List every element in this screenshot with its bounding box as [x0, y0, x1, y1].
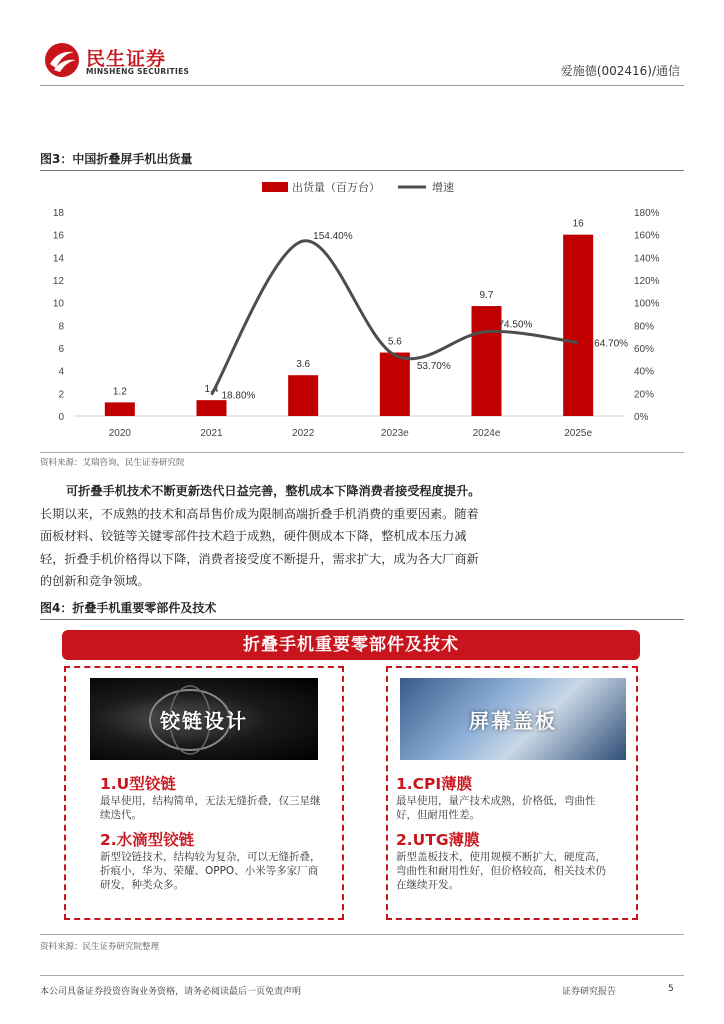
bar-data-label: 16	[572, 218, 584, 230]
bar-shipment	[197, 400, 227, 416]
utg-film-desc: 新型盖板技术，使用规模不断扩大，硬度高，弯曲性和耐用性好，但价格较高，相关技术仍在继续开发。	[396, 851, 606, 891]
bar-data-label: 1.2	[112, 386, 127, 398]
x-tick-label: 2020	[108, 428, 131, 439]
components-banner: 折叠手机重要零部件及技术	[62, 630, 640, 660]
bar-shipment	[380, 353, 410, 416]
bar-shipment	[105, 402, 135, 416]
page-number: 5	[668, 984, 674, 994]
growth-data-label: 154.40%	[313, 231, 353, 243]
y-left-tick-label: 12	[52, 276, 64, 287]
legend-swatch-shipment	[262, 182, 288, 192]
y-right-tick-label: 140%	[634, 253, 660, 265]
growth-data-label: 18.80%	[221, 390, 256, 402]
y-left-tick-label: 14	[52, 253, 64, 265]
bar-shipment	[563, 235, 593, 416]
figure4-source: 资料来源：民生证券研究院整理	[40, 942, 160, 952]
bar-shipment	[472, 306, 502, 416]
report-reference: 爱施德(002416)/通信	[560, 64, 680, 78]
y-left-tick-label: 18	[52, 208, 64, 219]
x-tick-label: 2022	[292, 428, 315, 439]
y-right-tick-label: 20%	[634, 389, 655, 401]
growth-data-label: 53.70%	[416, 361, 451, 373]
footer-disclaimer: 本公司具备证券投资咨询业务资格，请务必阅读最后一页免责声明	[40, 987, 302, 997]
u-hinge-title: 1.U型铰链	[100, 775, 176, 793]
bar-data-label: 1.4	[204, 384, 219, 396]
y-left-tick-label: 16	[52, 230, 64, 242]
cover-panel	[386, 666, 638, 920]
waterdrop-hinge-title: 2.水滴型铰链	[100, 831, 195, 849]
y-left-tick-label: 8	[58, 321, 64, 333]
figure4-title: 图4：折叠手机重要零部件及技术	[40, 599, 684, 620]
y-left-tick-label: 10	[52, 298, 64, 310]
u-hinge-desc: 最早使用，结构简单，无法无缝折叠，仅三星继续迭代。	[100, 795, 321, 821]
body-paragraph	[40, 480, 490, 593]
company-name-cn: 民生证券	[86, 48, 167, 70]
x-tick-label: 2025e	[564, 428, 593, 439]
y-left-tick-label: 0	[58, 412, 64, 423]
y-right-tick-label: 100%	[634, 298, 660, 310]
figure3-source: 资料来源：艾瑞咨询，民生证券研究院	[40, 458, 185, 468]
figure3-title: 图3：中国折叠屏手机出货量	[40, 150, 684, 171]
figure4-bottom-rule	[40, 934, 684, 935]
legend-label-growth: 增速	[432, 182, 454, 194]
minsheng-logo-icon	[44, 42, 80, 78]
growth-data-label: 64.70%	[594, 338, 629, 350]
cpi-film-title: 1.CPI薄膜	[396, 775, 473, 793]
y-left-tick-label: 2	[58, 389, 64, 401]
bar-data-label: 5.6	[387, 336, 402, 348]
figure3-bottom-rule	[40, 452, 684, 453]
cover-photo	[400, 678, 626, 760]
hinge-panel	[64, 666, 344, 920]
waterdrop-hinge-desc: 新型铰链技术，结构较为复杂，可以无缝折叠，折痕小，华为、荣耀、OPPO、小米等多家厂商研发，种类众多。	[100, 851, 321, 891]
bar-data-label: 9.7	[479, 290, 494, 302]
y-left-tick-label: 4	[58, 366, 64, 378]
x-tick-label: 2024e	[472, 428, 501, 439]
utg-film-title: 2.UTG薄膜	[396, 831, 480, 849]
components-figure	[62, 630, 640, 920]
paragraph-body: 长期以来，不成熟的技术和高昂售价成为限制高端折叠手机消费的重要因素。随着面板材料、铰链等关键零部件技术趋于成熟，硬件侧成本下降，整机成本压力减轻，折叠手机价格得以下降，消费者接受度不断提升，需求扩大，成为各大厂商新的创新和竞争领域。	[40, 506, 479, 588]
footer-doc-type: 证券研究报告	[562, 987, 617, 997]
y-right-tick-label: 160%	[634, 230, 660, 242]
y-right-tick-label: 0%	[634, 412, 649, 423]
y-right-tick-label: 60%	[634, 344, 655, 355]
shipment-chart	[40, 172, 684, 444]
footer-rule	[40, 975, 684, 976]
growth-data-label: 74.50%	[498, 319, 533, 331]
legend-label-shipment: 出货量（百万台）	[292, 182, 380, 194]
bar-data-label: 3.6	[296, 359, 311, 371]
hinge-photo-label: 铰链设计	[160, 708, 248, 733]
page-header	[40, 40, 684, 86]
y-right-tick-label: 40%	[634, 366, 655, 378]
y-left-tick-label: 6	[58, 344, 64, 355]
hinge-photo	[90, 678, 318, 760]
y-right-tick-label: 120%	[634, 276, 660, 287]
x-tick-label: 2023e	[380, 428, 409, 439]
company-name-en: MINSHENG SECURITIES	[86, 67, 190, 76]
x-tick-label: 2021	[200, 428, 223, 439]
bar-shipment	[288, 375, 318, 416]
y-right-tick-label: 180%	[634, 208, 660, 219]
y-right-tick-label: 80%	[634, 321, 655, 333]
paragraph-lead: 可折叠手机技术不断更新迭代日益完善，整机成本下降消费者接受程度提升。	[66, 484, 481, 498]
cover-photo-label: 屏幕盖板	[469, 708, 557, 733]
cpi-film-desc: 最早使用，量产技术成熟，价格低，弯曲性好，但耐用性差。	[396, 795, 596, 821]
